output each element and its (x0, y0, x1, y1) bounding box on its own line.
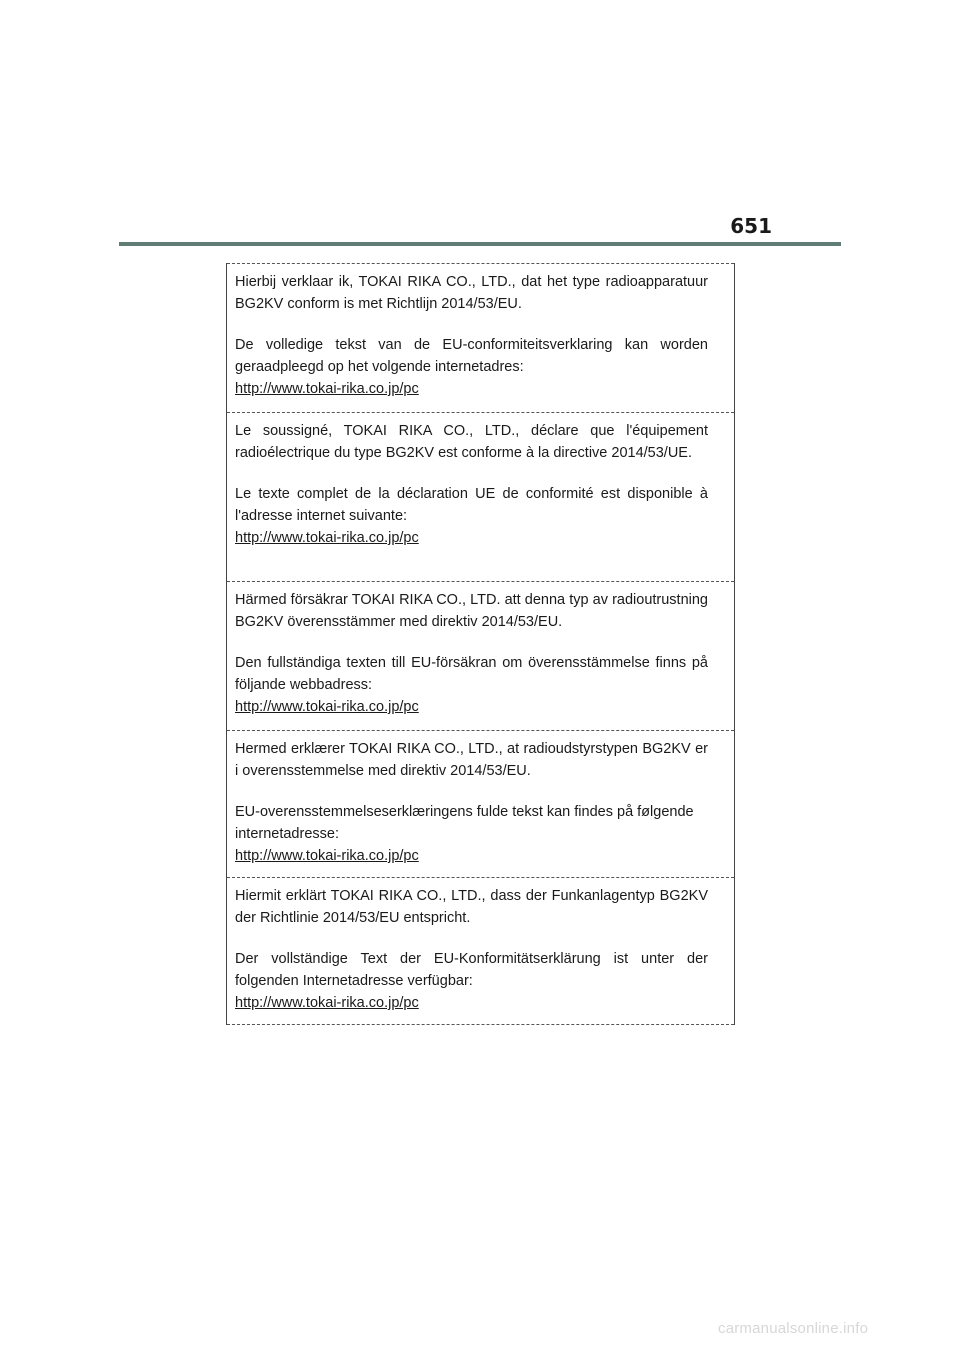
full-text-note: Der vollständige Text der EU-Konformitätserklärung ist unter der folgenden Internetadresse verfügbar: (235, 951, 708, 989)
declaration-url-link[interactable]: http://www.tokai-rika.co.jp/pc (235, 995, 419, 1011)
full-text-note: EU-overensstemmelseserklæringens fulde tekst kan findes på følgende internetadresse: (235, 804, 694, 842)
declaration-url-link[interactable]: http://www.tokai-rika.co.jp/pc (235, 699, 419, 715)
declarations-box (226, 263, 735, 1025)
watermark: carmanualsonline.info (718, 1320, 869, 1337)
declaration-text: Hiermit erklärt TOKAI RIKA CO., LTD., dass der Funkanlagentyp BG2KV der Richtlinie 2014/53/EU entspricht. (235, 888, 708, 926)
header-rule (119, 242, 841, 246)
declaration-section-german (227, 877, 734, 1025)
declaration-section-french (227, 412, 734, 581)
declaration-section-swedish (227, 581, 734, 730)
declaration-url-link[interactable]: http://www.tokai-rika.co.jp/pc (235, 848, 419, 864)
full-text-note: Le texte complet de la déclaration UE de conformité est disponible à l'adresse internet suivante: (235, 486, 708, 524)
declaration-text: Le soussigné, TOKAI RIKA CO., LTD., déclare que l'équipement radioélectrique du type BG2KV est conforme à la directive 2014/53/UE. (235, 423, 708, 461)
declaration-section-danish (227, 730, 734, 877)
full-text-note: Den fullständiga texten till EU-försäkran om överensstämmelse finns på följande webbadress: (235, 655, 708, 693)
declaration-text: Hierbij verklaar ik, TOKAI RIKA CO., LTD., dat het type radioapparatuur BG2KV conform is met Richtlijn 2014/53/EU. (235, 274, 708, 312)
declaration-url-link[interactable]: http://www.tokai-rika.co.jp/pc (235, 381, 419, 397)
declaration-text: Härmed försäkrar TOKAI RIKA CO., LTD. att denna typ av radioutrustning BG2KV överensstämmer med direktiv 2014/53/EU. (235, 592, 708, 630)
declaration-text: Hermed erklærer TOKAI RIKA CO., LTD., at radioudstyrstypen BG2KV er i overensstemmelse med direktiv 2014/53/EU. (235, 741, 708, 779)
full-text-note: De volledige tekst van de EU-conformiteitsverklaring kan worden geraadpleegd op het volgende internetadres: (235, 337, 708, 375)
declaration-url-link[interactable]: http://www.tokai-rika.co.jp/pc (235, 530, 419, 546)
declaration-section-dutch (227, 263, 734, 412)
page-number: 651 (730, 214, 772, 238)
